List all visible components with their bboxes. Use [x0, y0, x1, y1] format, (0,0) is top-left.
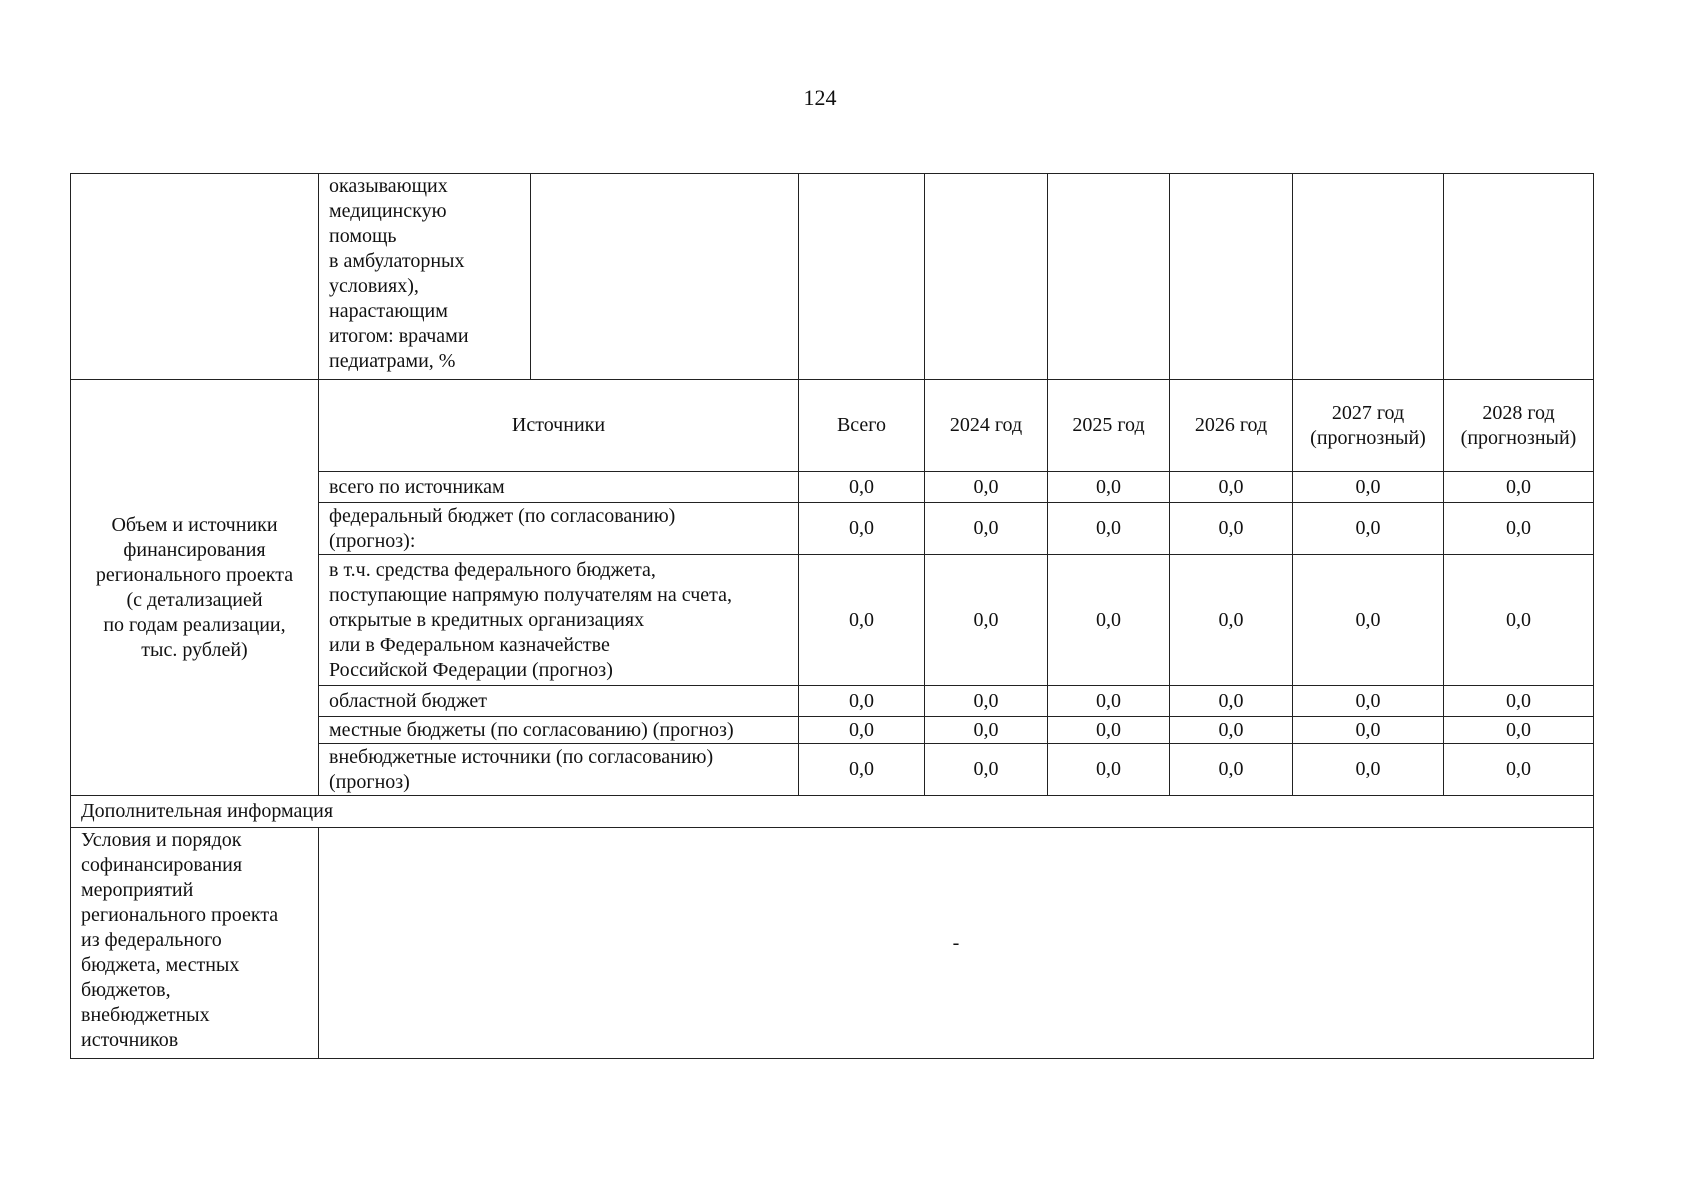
continuation-empty-cell: [925, 174, 1048, 380]
value-2024: 0,0: [925, 472, 1048, 503]
value-2028: 0,0: [1444, 555, 1594, 686]
value-2026: 0,0: [1170, 744, 1293, 796]
value-2025: 0,0: [1048, 744, 1170, 796]
value-2027: 0,0: [1293, 744, 1444, 796]
value-2026: 0,0: [1170, 503, 1293, 555]
continuation-empty-cell: [1170, 174, 1293, 380]
header-2027: 2027 год (прогнозный): [1293, 380, 1444, 472]
source-label: областной бюджет: [319, 686, 799, 717]
additional-info-row: [71, 796, 1594, 828]
value-total: 0,0: [799, 686, 925, 717]
value-2025: 0,0: [1048, 472, 1170, 503]
value-total: 0,0: [799, 555, 925, 686]
value-2024: 0,0: [925, 717, 1048, 744]
continuation-empty-cell: [1444, 174, 1594, 380]
header-2025: 2025 год: [1048, 380, 1170, 472]
value-2026: 0,0: [1170, 555, 1293, 686]
continuation-empty-cell: [1293, 174, 1444, 380]
source-label: в т.ч. средства федерального бюджета, поступающие напрямую получателям на счета, открытые в кредитных организациях или в Федеральном казначействе Российской Федерации (прогноз): [319, 555, 799, 686]
page-number: 124: [803, 85, 837, 110]
value-2027: 0,0: [1293, 555, 1444, 686]
passport-table: [70, 173, 1594, 1059]
continuation-empty-cell: [1048, 174, 1170, 380]
value-2026: 0,0: [1170, 472, 1293, 503]
header-total: Всего: [799, 380, 925, 472]
value-2025: 0,0: [1048, 686, 1170, 717]
value-2024: 0,0: [925, 686, 1048, 717]
value-2025: 0,0: [1048, 717, 1170, 744]
source-label: федеральный бюджет (по согласованию) (прогноз):: [319, 503, 799, 555]
header-2026: 2026 год: [1170, 380, 1293, 472]
value-total: 0,0: [799, 472, 925, 503]
value-total: 0,0: [799, 717, 925, 744]
value-2024: 0,0: [925, 503, 1048, 555]
cofinancing-row: [71, 828, 1594, 1059]
cofinancing-value: -: [319, 828, 1594, 1059]
value-2027: 0,0: [1293, 503, 1444, 555]
value-total: 0,0: [799, 744, 925, 796]
value-2028: 0,0: [1444, 503, 1594, 555]
value-2027: 0,0: [1293, 717, 1444, 744]
header-2024: 2024 год: [925, 380, 1048, 472]
funding-header-row: [71, 380, 1594, 472]
value-2028: 0,0: [1444, 686, 1594, 717]
additional-info-label: Дополнительная информация: [71, 796, 1594, 828]
continuation-text: оказывающих медицинскую помощь в амбулаторных условиях), нарастающим итогом: врачами педиатрами, %: [319, 174, 531, 380]
header-2028: 2028 год (прогнозный): [1444, 380, 1594, 472]
source-label: внебюджетные источники (по согласованию) (прогноз): [319, 744, 799, 796]
source-label: местные бюджеты (по согласованию) (прогноз): [319, 717, 799, 744]
value-2028: 0,0: [1444, 717, 1594, 744]
header-sources: Источники: [319, 380, 799, 472]
value-2027: 0,0: [1293, 472, 1444, 503]
continuation-empty-cell: [71, 174, 319, 380]
cofinancing-label: Условия и порядок софинансирования мероприятий регионального проекта из федерального бюджета, местных бюджетов, внебюджетных источников: [71, 828, 319, 1059]
continuation-empty-cell: [531, 174, 799, 380]
value-2025: 0,0: [1048, 503, 1170, 555]
value-total: 0,0: [799, 503, 925, 555]
value-2026: 0,0: [1170, 717, 1293, 744]
value-2027: 0,0: [1293, 686, 1444, 717]
value-2024: 0,0: [925, 555, 1048, 686]
value-2028: 0,0: [1444, 472, 1594, 503]
value-2025: 0,0: [1048, 555, 1170, 686]
continuation-row: [71, 174, 1594, 380]
value-2024: 0,0: [925, 744, 1048, 796]
value-2026: 0,0: [1170, 686, 1293, 717]
source-label: всего по источникам: [319, 472, 799, 503]
continuation-empty-cell: [799, 174, 925, 380]
funding-row-label: Объем и источники финансирования регионального проекта (с детализацией по годам реализации, тыс. рублей): [71, 380, 319, 796]
value-2028: 0,0: [1444, 744, 1594, 796]
